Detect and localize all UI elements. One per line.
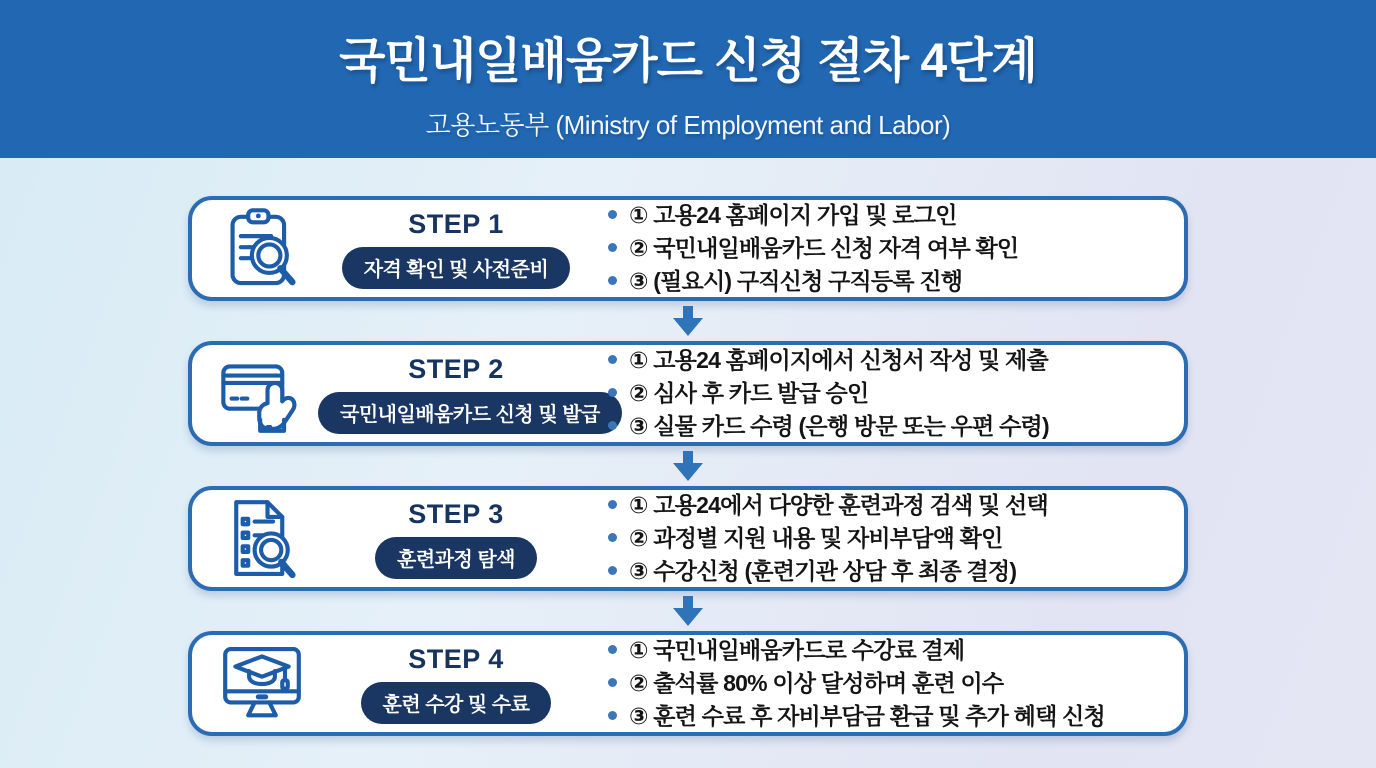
bullet-dot <box>608 210 617 219</box>
bullet-dot <box>608 533 617 542</box>
down-arrow-icon <box>188 301 1188 341</box>
step-2-header <box>318 353 600 434</box>
header-banner <box>0 0 1376 158</box>
step-1-badge: 자격 확인 및 사전준비 <box>342 247 571 289</box>
bullet-dot <box>608 566 617 575</box>
step-item-text: ③ 수강신청 (훈련기관 상담 후 최종 결정) <box>629 558 1017 584</box>
step-item <box>608 377 1184 410</box>
page-subtitle: 고용노동부 (Ministry of Employment and Labor) <box>425 110 951 140</box>
step-3-badge: 훈련과정 탐색 <box>375 537 537 579</box>
step-item-text: ② 출석률 80% 이상 달성하며 훈련 이수 <box>629 670 1004 696</box>
monitor-graduation-icon <box>206 638 318 730</box>
step-3-items <box>594 489 1184 588</box>
step-item <box>608 489 1184 522</box>
step-item <box>608 410 1184 443</box>
step-item-text: ③ 실물 카드 수령 (은행 방문 또는 우편 수령) <box>629 413 1049 439</box>
clipboard-search-icon <box>206 203 318 295</box>
down-arrow-icon <box>188 446 1188 486</box>
step-1-items <box>594 199 1184 298</box>
bullet-dot <box>608 421 617 430</box>
bullet-dot <box>608 355 617 364</box>
card-in-hand-icon <box>206 348 318 440</box>
step-item <box>608 522 1184 555</box>
step-item-text: ② 국민내일배움카드 신청 자격 여부 확인 <box>629 235 1019 261</box>
bullet-dot <box>608 645 617 654</box>
step-4-header <box>318 644 594 724</box>
down-arrow-icon <box>188 591 1188 631</box>
step-card-1 <box>188 196 1188 301</box>
step-3-label: STEP 3 <box>408 498 504 529</box>
step-2-items <box>594 344 1184 443</box>
step-2-label: STEP 2 <box>408 353 504 384</box>
step-3-header <box>318 499 594 579</box>
step-item <box>608 344 1184 377</box>
step-item-text: ① 고용24 홈페이지에서 신청서 작성 및 제출 <box>629 347 1048 373</box>
bullet-dot <box>608 276 617 285</box>
step-item-text: ③ 훈련 수료 후 자비부담금 환급 및 추가 혜택 신청 <box>629 703 1105 729</box>
step-item <box>608 199 1184 232</box>
step-item-text: ① 고용24 홈페이지 가입 및 로그인 <box>629 202 957 228</box>
step-card-3 <box>188 486 1188 591</box>
step-item-text: ② 과정별 지원 내용 및 자비부담액 확인 <box>629 525 1003 551</box>
step-item <box>608 265 1184 298</box>
step-4-label: STEP 4 <box>408 643 504 674</box>
step-item <box>608 634 1184 667</box>
step-1-header <box>318 209 594 289</box>
bullet-dot <box>608 711 617 720</box>
steps-flow <box>188 196 1188 736</box>
bullet-dot <box>608 500 617 509</box>
step-item <box>608 555 1184 588</box>
step-item-text: ① 국민내일배움카드로 수강료 결제 <box>629 637 965 663</box>
step-card-2 <box>188 341 1188 446</box>
step-item-text: ③ (필요시) 구직신청 구직등록 진행 <box>629 268 963 294</box>
step-4-items <box>594 634 1184 733</box>
step-item-text: ① 고용24에서 다양한 훈련과정 검색 및 선택 <box>629 492 1048 518</box>
document-search-icon <box>206 493 318 585</box>
step-item-text: ② 심사 후 카드 발급 승인 <box>629 380 869 406</box>
page-title: 국민내일배움카드 신청 절차 4단계 <box>339 35 1037 88</box>
step-1-label: STEP 1 <box>408 208 504 239</box>
bullet-dot <box>608 243 617 252</box>
step-item <box>608 667 1184 700</box>
bullet-dot <box>608 388 617 397</box>
step-4-badge: 훈련 수강 및 수료 <box>361 682 552 724</box>
step-card-4 <box>188 631 1188 736</box>
step-2-badge: 국민내일배움카드 신청 및 발급 <box>318 392 622 434</box>
bullet-dot <box>608 678 617 687</box>
step-item <box>608 700 1184 733</box>
step-item <box>608 232 1184 265</box>
